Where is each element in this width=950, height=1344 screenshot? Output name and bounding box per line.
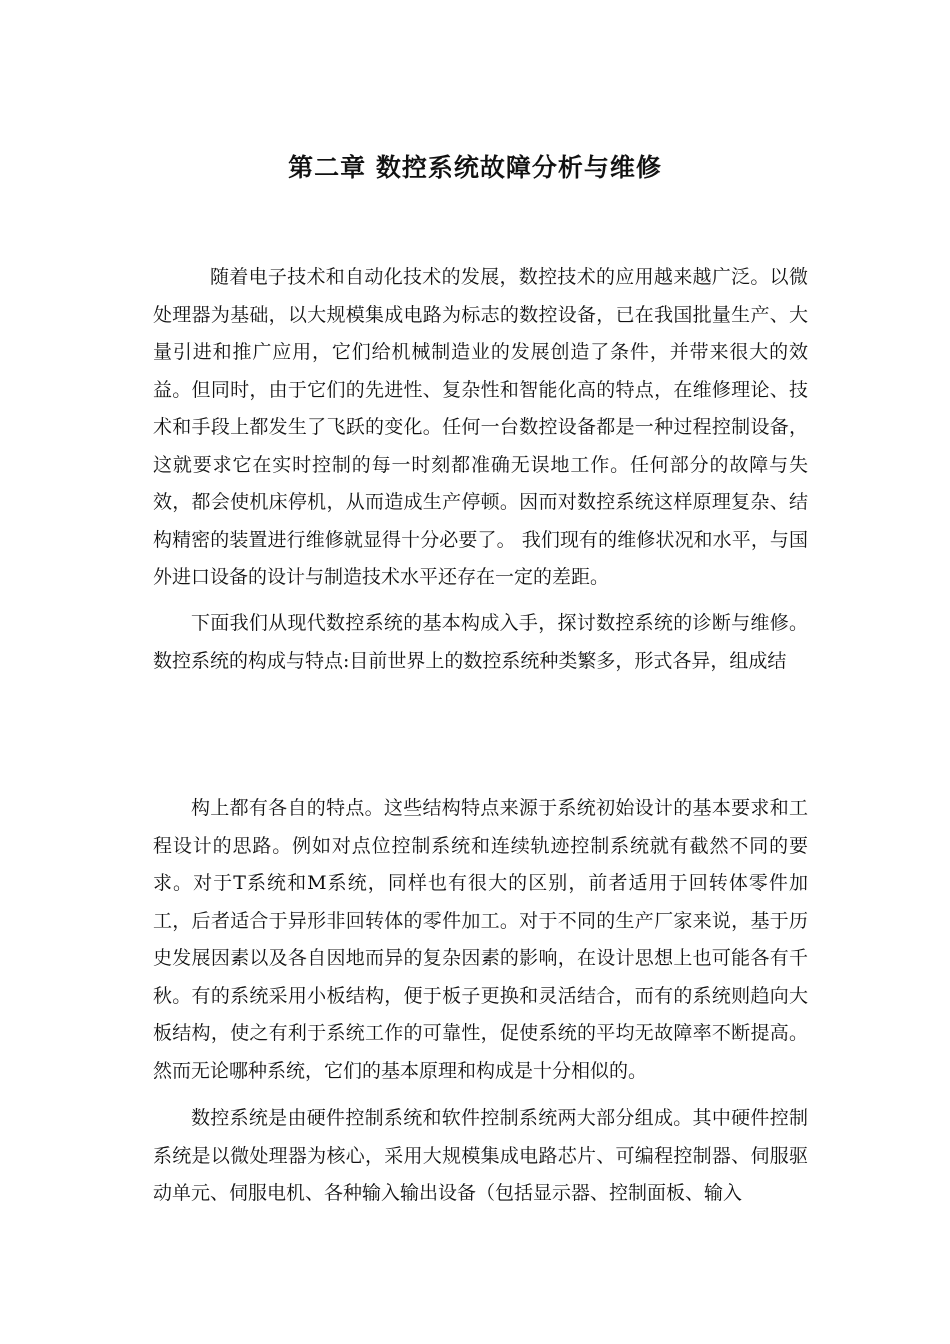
paragraph-characteristics: 构上都有各自的特点。这些结构特点来源于系统初始设计的基本要求和工程设计的思路。例如对点位控制系统和连续轨迹控制系统就有截然不同的要求。对于T系统和M系统，同样也有很大的区别，前者适用于回转体零件加工，后者适合于异形非回转体的零件加工。对于不同的生产厂家来说，基于历史发展因素以及各自因地而异的复杂因素的影响，在设计思想上也可能各有千秋。有的系统采用小板结构，便于板子更换和灵活结合，而有的系统则趋向大板结构，使之有利于系统工作的可靠性，促使系统的平均无故障率不断提高。然而无论哪种系统，它们的基本原理和构成是十分相似的。	[153, 797, 808, 1082]
paragraph-composition: 数控系统是由硬件控制系统和软件控制系统两大部分组成。其中硬件控制系统是以微处理器为核心，采用大规模集成电路芯片、可编程控制器、伺服驱动单元、伺服电机、各种输入输出设备（包括显示器、控制面板、输入	[153, 1107, 808, 1204]
paragraph-intro: 随着电子技术和自动化技术的发展，数控技术的应用越来越广泛。以微处理器为基础，以大规模集成电路为标志的数控设备，已在我国批量生产、大量引进和推广应用，它们给机械制造业的发展创造了条件，并带来很大的效益。但同时，由于它们的先进性、复杂性和智能化高的特点，在维修理论、技术和手段上都发生了飞跃的变化。任何一台数控设备都是一种过程控制设备，这就要求它在实时控制的每一时刻都准确无误地工作。任何部分的故障与失效，都会使机床停机，从而造成生产停顿。因而对数控系统这样原理复杂、结构精密的装置进行维修就显得十分必要了。 我们现有的维修状况和水平，与国外进口设备的设计与制造技术水平还存在一定的差距。	[153, 266, 808, 588]
paragraph-structure: 下面我们从现代数控系统的基本构成入手，探讨数控系统的诊断与维修。数控系统的构成与特点:目前世界上的数控系统种类繁多，形式各异，组成结	[153, 612, 808, 672]
chapter-title: 第二章 数控系统故障分析与维修	[288, 153, 662, 182]
